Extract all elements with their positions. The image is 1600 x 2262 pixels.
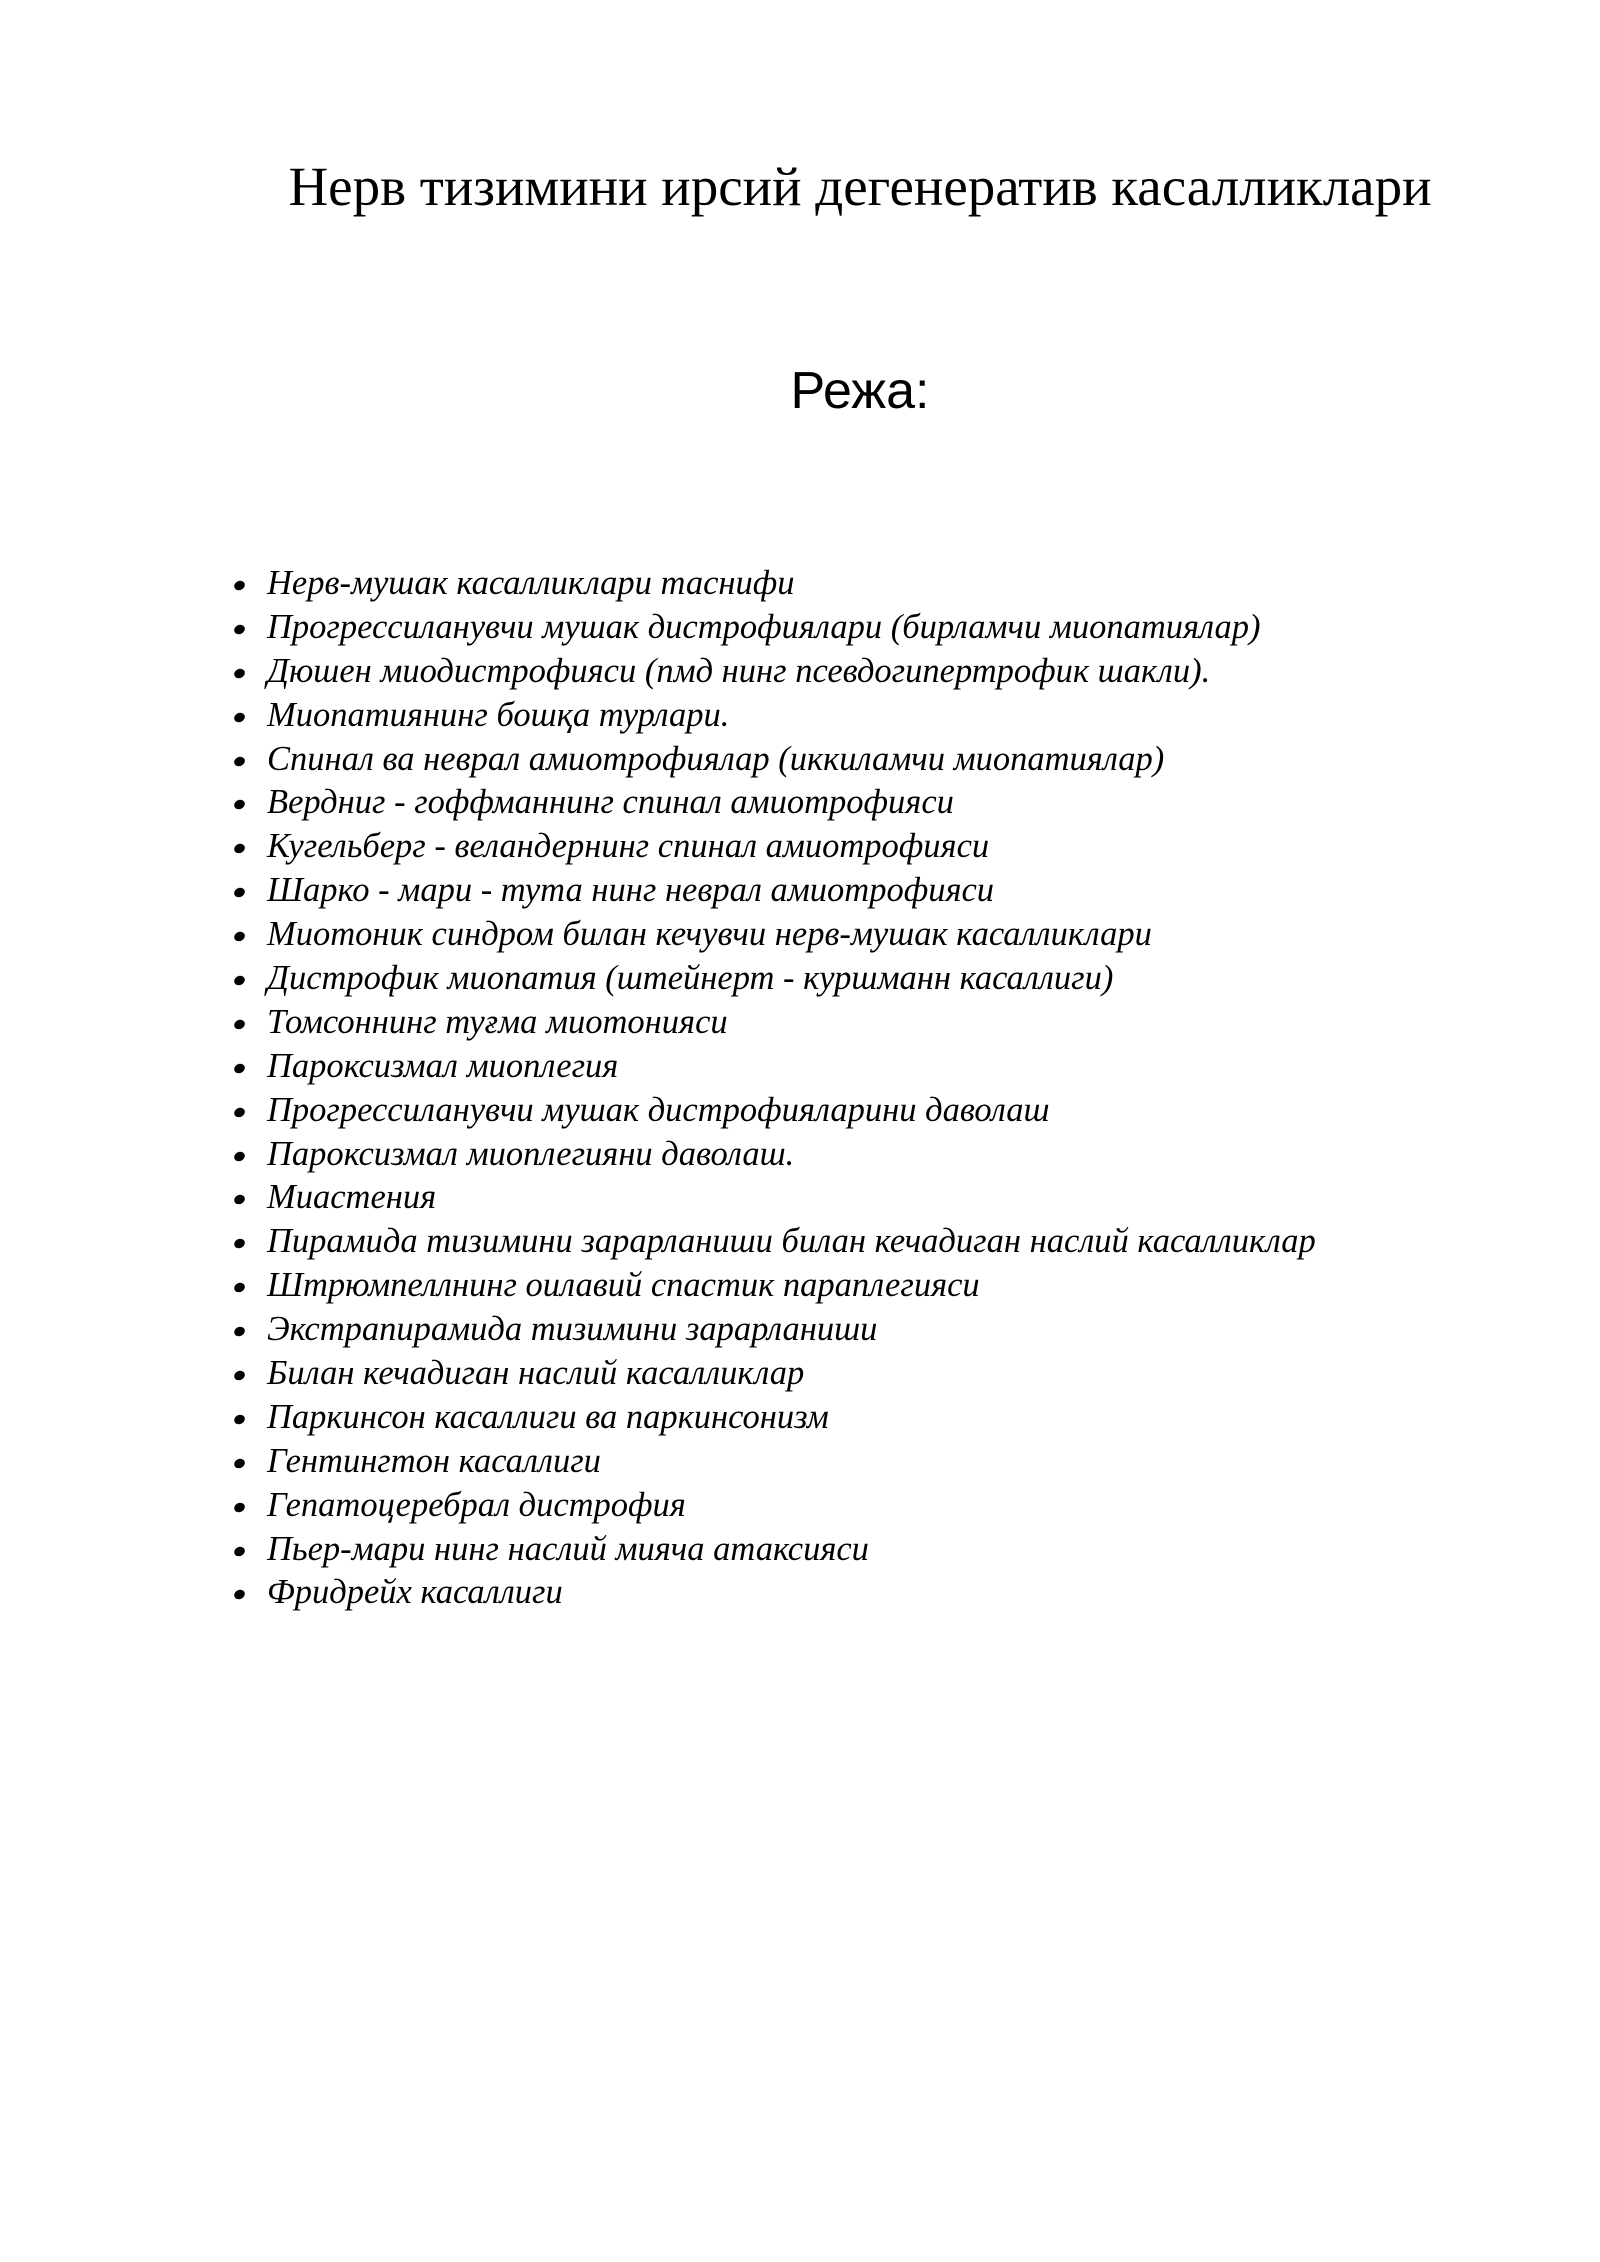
plan-list-item xyxy=(230,913,1316,957)
plan-item-text: Пароксизмал миоплегияни даволаш. xyxy=(267,1134,795,1173)
plan-list-item xyxy=(230,694,1316,738)
plan-item-text: Экстрапирамида тизимини зарарланиши xyxy=(267,1310,878,1349)
plan-list-item xyxy=(230,957,1316,1001)
plan-item-text: Гепатоцеребрал дистрофия xyxy=(267,1485,686,1524)
plan-list-item xyxy=(230,562,1316,606)
plan-list-item xyxy=(230,1484,1316,1528)
plan-item-text: Миастения xyxy=(267,1178,437,1217)
plan-item-text: Штрюмпеллнинг оилавий спастик параплегияси xyxy=(267,1266,980,1305)
plan-list-item xyxy=(230,606,1316,650)
plan-list-item xyxy=(230,1045,1316,1089)
plan-item-text: Пароксизмал миоплегия xyxy=(267,1046,619,1085)
bullet-icon xyxy=(233,1281,247,1294)
bullet-icon xyxy=(233,1457,247,1470)
plan-list-item xyxy=(230,1220,1316,1264)
bullet-icon xyxy=(233,842,247,855)
plan-item-text: Спинал ва неврал амиотрофиялар (иккиламчи миопатиялар) xyxy=(267,739,1165,778)
bullet-icon xyxy=(233,755,247,768)
plan-list-item xyxy=(230,1352,1316,1396)
plan-list-item xyxy=(230,1089,1316,1133)
plan-list-item xyxy=(230,738,1316,782)
bullet-icon xyxy=(233,579,247,592)
plan-item-text: Прогрессиланувчи мушак дистрофиялари (бирламчи миопатиялар) xyxy=(267,607,1261,646)
plan-item-text: Паркинсон касаллиги ва паркинсонизм xyxy=(267,1397,829,1436)
plan-list-item xyxy=(230,1264,1316,1308)
plan-list-item xyxy=(230,1001,1316,1045)
plan-list-item xyxy=(230,1528,1316,1572)
plan-item-text: Пьер-мари нинг наслий мияча атаксияси xyxy=(267,1529,869,1568)
bullet-icon xyxy=(233,1369,247,1382)
plan-list-item xyxy=(230,869,1316,913)
bullet-icon xyxy=(233,1018,247,1031)
plan-list-item xyxy=(230,1440,1316,1484)
plan-list-item xyxy=(230,1571,1316,1615)
bullet-icon xyxy=(233,1413,247,1426)
bullet-icon xyxy=(233,1325,247,1338)
bullet-icon xyxy=(233,711,247,724)
bullet-icon xyxy=(233,1589,247,1602)
plan-item-text: Фридрейх касаллиги xyxy=(267,1573,563,1612)
plan-item-text: Вердниг - гоффманнинг спинал амиотрофияси xyxy=(267,783,954,822)
plan-item-text: Дюшен миодистрофияси (пмд нинг псевдогипертрофик шакли). xyxy=(267,651,1211,690)
bullet-icon xyxy=(233,1106,247,1119)
bullet-icon xyxy=(233,886,247,899)
bullet-icon xyxy=(233,1545,247,1558)
bullet-icon xyxy=(233,1194,247,1207)
plan-list-item xyxy=(230,1396,1316,1440)
plan-list-item xyxy=(230,1176,1316,1220)
plan-list-item xyxy=(230,650,1316,694)
bullet-icon xyxy=(233,1237,247,1250)
plan-list-item xyxy=(230,1308,1316,1352)
bullet-icon xyxy=(233,1062,247,1075)
plan-item-text: Билан кечадиган наслий касалликлар xyxy=(267,1354,805,1393)
bullet-icon xyxy=(233,623,247,636)
bullet-icon xyxy=(233,974,247,987)
plan-list-item xyxy=(230,1133,1316,1177)
plan-item-text: Томсоннинг туғма миотонияси xyxy=(267,1002,728,1041)
plan-item-text: Дистрофик миопатия (штейнерт - куршманн касаллиги) xyxy=(267,959,1114,998)
plan-list-item xyxy=(230,781,1316,825)
plan-list-item xyxy=(230,825,1316,869)
bullet-icon xyxy=(233,1150,247,1163)
plan-item-text: Шарко - мари - тута нинг неврал амиотрофияси xyxy=(267,871,995,910)
plan-item-text: Прогрессиланувчи мушак дистрофияларини даволаш xyxy=(267,1090,1050,1129)
plan-item-text: Нерв-мушак касалликлари таснифи xyxy=(267,564,795,602)
plan-item-text: Гентингтон касаллиги xyxy=(267,1441,601,1480)
plan-list xyxy=(230,562,1316,1615)
bullet-icon xyxy=(233,799,247,812)
plan-heading: Режа: xyxy=(790,362,930,420)
bullet-icon xyxy=(233,1501,247,1514)
plan-item-text: Миотоник синдром билан кечувчи нерв-мушак касалликлари xyxy=(267,915,1152,954)
document-title: Нерв тизимини ирсий дегенератив касалликлари xyxy=(288,156,1432,217)
plan-item-text: Пирамида тизимини зарарланиши билан кечадиган наслий касалликлар xyxy=(267,1222,1316,1261)
plan-item-text: Кугельберг - веландернинг спинал амиотрофияси xyxy=(267,827,990,866)
bullet-icon xyxy=(233,667,247,680)
plan-item-text: Миопатиянинг бошқа турлари. xyxy=(267,695,730,734)
bullet-icon xyxy=(233,930,247,943)
